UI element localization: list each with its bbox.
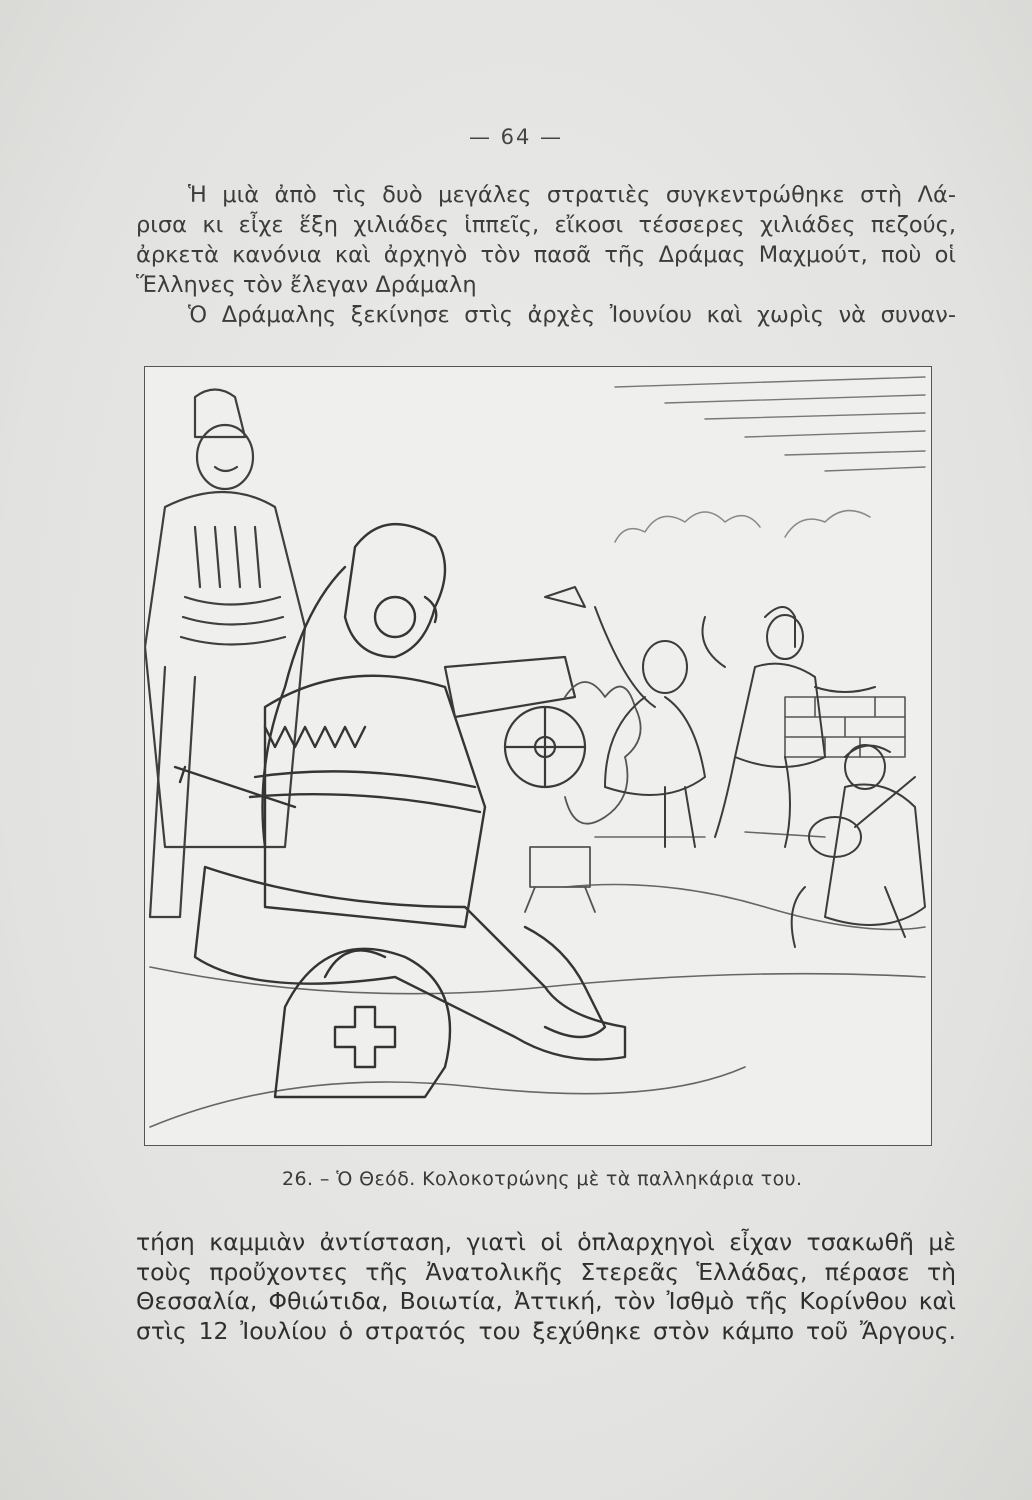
stone-wall [785,697,905,757]
text-line: ἀρκετὰ κανόνια καὶ ἀρχηγὸ τὸν πασᾶ τῆς Δράμας Μαχμούτ, ποὺ οἱ [136,242,956,268]
paragraph-bottom [136,1228,956,1346]
cannon [445,657,585,787]
illustration-drawing [145,367,931,1145]
text-line: ρισα κι εἶχε ἕξη χιλιάδες ἱππεῖς, εἴκοσι τέσσερες χιλιάδες πεζούς, [136,212,956,238]
illustration-kolokotronis [144,366,932,1146]
text-line: στὶς 12 Ἰουλίου ὁ στρατός του ξεχύθηκε στὸν κάμπο τοῦ Ἄργους. [136,1316,956,1345]
seated-musician [792,745,925,947]
text-line: Ὁ Δράμαλης ξεκίνησε στὶς ἀρχὲς Ἰουνίου καὶ χωρὶς νὰ συναν- [188,302,956,328]
page-number: — 64 — [468,125,564,149]
paragraph-top [136,180,956,330]
standing-figure [145,390,305,918]
text-line: Ἡ μιὰ ἀπὸ τὶς δυὸ μεγάλες στρατιὲς συγκεντρώθηκε στὴ Λά- [188,182,956,208]
sky-hatching [615,377,925,471]
text-line: τοὺς προὔχοντες τῆς Ἀνατολικῆς Στερεᾶς Ἑλλάδας, πέρασε τὴ [136,1257,956,1286]
campfire [525,682,641,912]
text-line: τήση καμμιὰν ἀντίσταση, γιατὶ οἱ ὁπλαρχηγοὶ εἶχαν τσακωθῆ μὲ [136,1228,956,1256]
text-line: Ἕλληνες τὸν ἔλεγαν Δράμαλη [136,272,477,298]
figure-caption: 26. – Ὁ Θεόδ. Κολοκοτρώνης μὲ τὰ παλληκάρια του. [282,1168,803,1190]
clouds [615,511,870,542]
text-line: Θεσσαλία, Φθιώτιδα, Βοιωτία, Ἀττική, τὸν Ἰσθμὸ τῆς Κορίνθου καὶ [136,1287,956,1315]
helmet [275,949,450,1097]
